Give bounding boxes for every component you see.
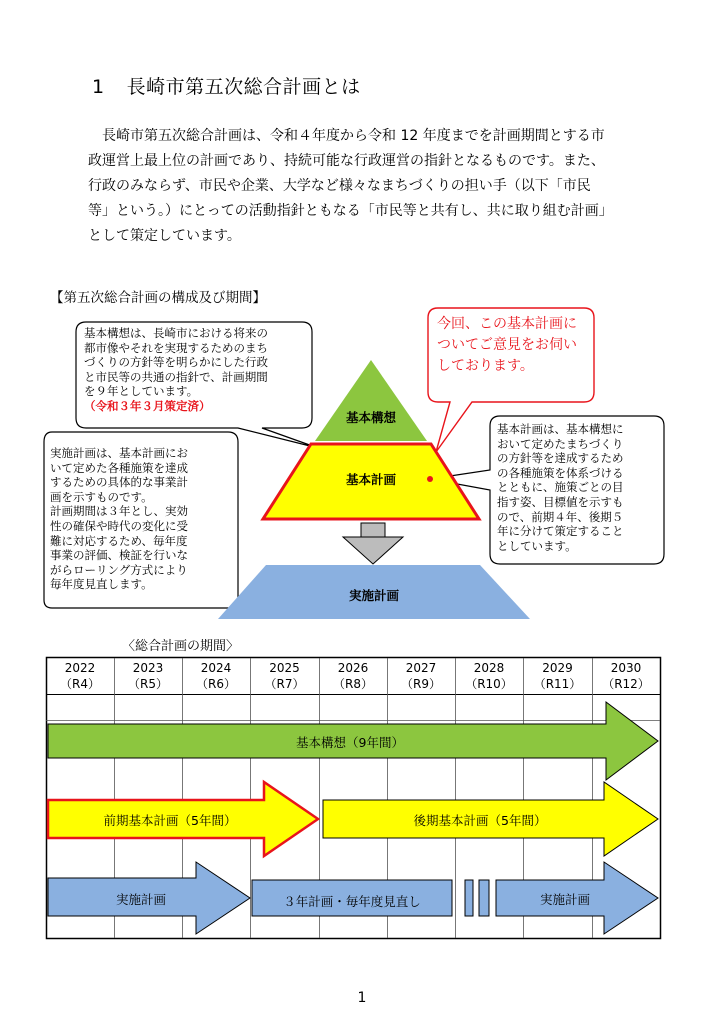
callout-line: 計画期間は３年とし、実効 <box>50 504 188 519</box>
pyramid-base-label: 実施計画 <box>348 588 399 603</box>
intro-line: 長崎市第五次総合計画は、令和４年度から令和 12 年度までを計画期間とする市 <box>102 128 605 144</box>
year: 2023 <box>132 661 164 675</box>
year-cell <box>319 660 387 692</box>
callout-line: の方針等を達成するため <box>497 451 624 466</box>
callout-line: の各種施策を体系づける <box>497 465 624 480</box>
era: （R12） <box>602 677 650 691</box>
callout-line: 基本計画は、基本構想に <box>497 422 624 436</box>
callout-line: づくりの方針等を明らかにした行政 <box>84 355 268 370</box>
callout-line: がらローリング方式により <box>50 562 188 577</box>
pyramid-top-label: 基本構想 <box>345 410 396 425</box>
era: （R8） <box>333 677 373 691</box>
callout-line: 性の確保や時代の変化に受 <box>50 518 188 533</box>
year-cell <box>114 660 182 692</box>
era: （R6） <box>196 677 236 691</box>
callout-line: ので、前期４年、後期５ <box>497 509 624 524</box>
break-bar <box>465 880 473 916</box>
callout-line: するための具体的な事業計 <box>50 475 188 490</box>
era: （R11） <box>533 677 582 691</box>
callout-line: 年に分けて策定すること <box>497 524 624 539</box>
year-cell <box>387 660 455 692</box>
section-heading: 長崎市第五次総合計画とは <box>126 76 361 98</box>
intro-line: 政運営上最上位の計画であり、持続可能な行政運営の指針となるものです。また、 <box>88 153 605 169</box>
section-number: 1 <box>92 76 105 98</box>
callout-line: を９年としています。 <box>84 384 199 399</box>
callout-line: いて定めた各種施策を達成 <box>50 460 188 475</box>
callout-note: （令和３年３月策定済） <box>84 398 211 413</box>
era: （R4） <box>60 677 100 691</box>
year: 2027 <box>405 661 437 675</box>
intro-line: 等」という。）にとっての活動指針ともなる「市民等と共有し、共に取り組む計画」 <box>88 203 613 219</box>
year: 2030 <box>610 661 642 675</box>
callout-line: 実施計画は、基本計画にお <box>50 446 188 460</box>
callout-line: 指す姿、目標値を示すも <box>497 494 624 509</box>
year: 2025 <box>269 661 300 675</box>
callout-line: 基本構想は、長崎市における将来の <box>84 326 268 340</box>
callout-line: 難に対応するため、毎年度 <box>50 533 188 548</box>
jisshi-label-2: 実施計画 <box>539 892 590 907</box>
callout-line: 都市像やそれを実現するためのまち <box>84 340 268 355</box>
year: 2028 <box>473 661 505 675</box>
intro-line: として策定しています。 <box>88 228 241 244</box>
opinion-line: ついてご意見をお伺い <box>437 337 577 353</box>
year: 2029 <box>542 661 573 675</box>
era: （R5） <box>128 677 168 691</box>
section-title: 【第五次総合計画の構成及び期間】 <box>50 290 266 306</box>
year-cell <box>455 660 523 692</box>
era: （R10） <box>465 677 513 691</box>
era: （R7） <box>264 677 305 691</box>
year-cell <box>46 660 114 692</box>
opinion-line: 今回、この基本計画に <box>437 316 577 332</box>
year: 2026 <box>337 661 369 675</box>
era: （R9） <box>401 677 441 691</box>
callout-line: と市民等の共通の指針で、計画期間 <box>84 369 268 384</box>
opinion-line: しております。 <box>437 358 534 374</box>
callout-line: としています。 <box>497 538 577 553</box>
callout-line: とともに、施策ごとの目 <box>497 480 624 495</box>
callout-line: おいて定めたまちづくり <box>497 436 624 451</box>
page-number: 1 <box>357 990 367 1006</box>
callout-line: 画を示すものです。 <box>50 489 153 504</box>
callout-line: 事業の評価、検証を行いな <box>50 548 188 563</box>
year: 2024 <box>200 661 232 675</box>
kouki-label: 後期基本計画（5年間） <box>413 813 547 828</box>
kousou-label: 基本構想（9年間） <box>296 735 404 750</box>
break-bar <box>479 880 489 916</box>
year-cell <box>523 660 592 692</box>
year-cell <box>250 660 319 692</box>
intro-line: 行政のみならず、市民や企業、大学など様々なまちづくりの担い手（以下「市民 <box>88 178 591 194</box>
zenki-label: 前期基本計画（5年間） <box>103 813 237 828</box>
year: 2022 <box>64 661 96 675</box>
jisshi-mid-label: ３年計画・毎年度見直し <box>283 894 421 909</box>
year-cell <box>592 660 660 692</box>
year-cell <box>182 660 250 692</box>
jisshi-label-1: 実施計画 <box>115 892 166 907</box>
callout-line: 毎年度見直します。 <box>50 577 153 592</box>
period-title: 〈総合計画の期間〉 <box>122 639 240 654</box>
pyramid-middle-label: 基本計画 <box>345 472 396 487</box>
